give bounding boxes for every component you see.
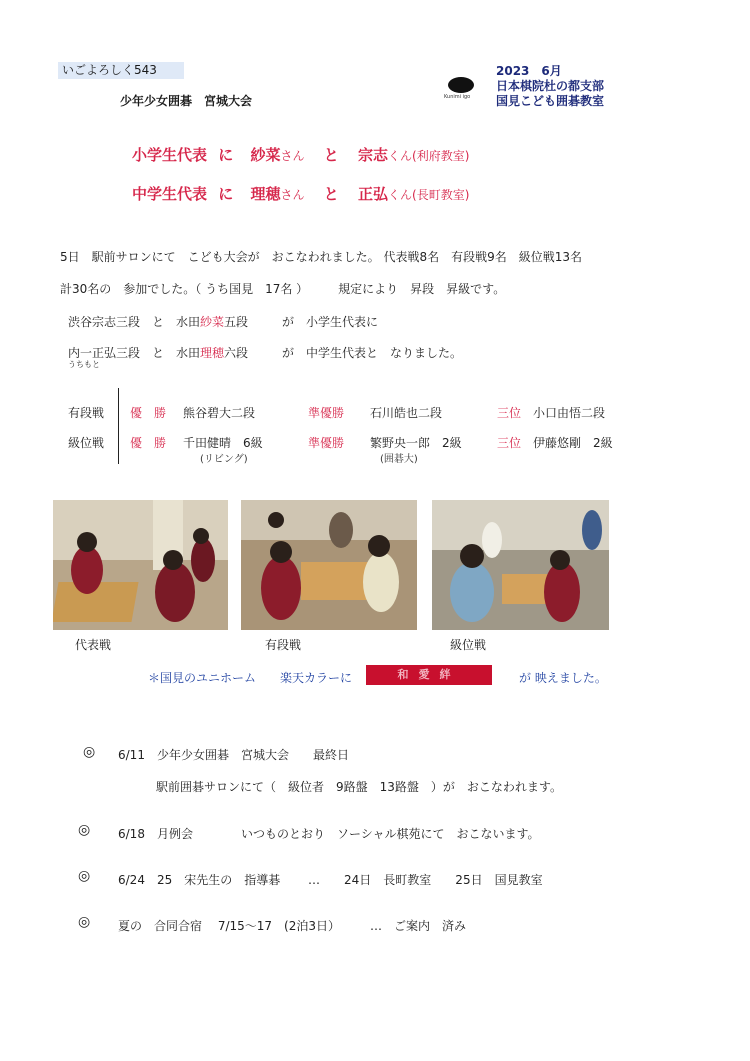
results-divider — [118, 388, 119, 464]
photo-caption: 有段戦 — [265, 638, 302, 652]
bullet-icon: ◎ — [78, 914, 91, 930]
schedule-item: 夏の 合同合宿 7/15～17 (2泊3日） … ご案内 済み — [118, 919, 466, 933]
highlight-name: 理穂 — [200, 346, 225, 360]
photo-kyu-match — [432, 500, 609, 630]
uniform-kanji-banner: 和愛絆 — [366, 665, 492, 685]
result-place-label: 三位 — [497, 436, 522, 450]
bullet-icon: ◎ — [78, 822, 91, 838]
rep-name: 正弘 — [358, 185, 389, 203]
rep-school: (利府教室) — [412, 149, 470, 163]
highlight-name: 紗菜 — [200, 315, 225, 329]
photo-caption: 級位戦 — [450, 638, 487, 652]
player-affiliation: (リビング) — [200, 454, 248, 465]
result-player: 小口由悟二段 — [533, 406, 606, 420]
result-place-label: 優 勝 — [130, 406, 167, 420]
result-player: 熊谷碧大二段 — [183, 406, 256, 420]
rep-name: 宗志 — [358, 146, 389, 164]
result-place-label: 優 勝 — [130, 436, 167, 450]
schedule-item: 6/11 少年少女囲碁 宮城大会 最終日 — [118, 748, 349, 762]
rep-school: (長町教室) — [412, 188, 470, 202]
photo-dan-match — [241, 500, 417, 630]
text-segment: 渋谷宗志三段 と 水田 — [68, 315, 201, 329]
text-segment: が 中学生代表と なりました。 — [282, 346, 463, 360]
result-category: 有段戦 — [68, 406, 105, 420]
result-place-label: 三位 — [497, 406, 522, 420]
rep-honorific: さん — [280, 188, 305, 202]
rep-particle: に — [218, 185, 234, 203]
uniform-note-end: が 映えました。 — [519, 671, 607, 685]
text-segment: が 小学生代表に — [282, 315, 379, 329]
logo-text: Kunimi igo — [444, 94, 471, 100]
result-player: 千田健晴 6級 — [183, 436, 263, 450]
report-line-3 — [68, 313, 378, 330]
report-line-2: 計30名の 参加でした。（ うち国見 17名 ） 規定により 昇段 昇級です。 — [60, 282, 506, 296]
rep-label: 中学生代表 — [132, 185, 208, 203]
rep-name: 理穂 — [250, 185, 281, 203]
rep-name: 紗菜 — [250, 146, 281, 164]
org-name: 日本棋院杜の都支部 — [496, 79, 605, 93]
player-affiliation: (囲碁大) — [380, 454, 418, 465]
event-subtitle: 少年少女囲碁 宮城大会 — [120, 94, 253, 108]
uniform-note: ＊国見のユニホーム 楽天カラーに — [148, 671, 353, 685]
result-place-label: 準優勝 — [308, 436, 345, 450]
result-player: 伊藤悠剛 2級 — [533, 436, 613, 450]
report-line-1: 5日 駅前サロンにて こども大会が おこなわれました。 代表戦8名 有段戦9名 級位戦13名 — [60, 250, 582, 264]
schedule-detail: 駅前囲碁サロンにて（ 級位者 9路盤 13路盤 ）が おこなわれます。 — [156, 780, 562, 794]
schedule-item: 6/24 25 宋先生の 指導碁 … 24日 長町教室 25日 国見教室 — [118, 873, 543, 887]
rep-conjunction: と — [323, 146, 339, 164]
issue-date: 2023 6月 — [496, 64, 562, 78]
junior-high-rep-line — [132, 183, 469, 204]
text-segment: 六段 — [224, 346, 249, 360]
elementary-rep-line — [132, 144, 469, 165]
club-logo — [444, 74, 480, 104]
photo-representative-match — [53, 500, 228, 630]
rep-honorific: くん — [388, 149, 413, 163]
bullet-icon: ◎ — [78, 868, 91, 884]
result-place-label: 準優勝 — [308, 406, 345, 420]
bullet-icon: ◎ — [83, 744, 96, 760]
photo-caption: 代表戦 — [75, 638, 112, 652]
rep-honorific: くん — [388, 188, 413, 202]
rep-label: 小学生代表 — [132, 146, 208, 164]
newsletter-tag: いごよろしく543 — [58, 62, 184, 79]
rep-honorific: さん — [280, 149, 305, 163]
rep-particle: に — [218, 146, 234, 164]
text-segment: 五段 — [224, 315, 249, 329]
result-player: 石川皓也二段 — [370, 406, 443, 420]
text-segment: 内一正弘三段 と 水田 — [68, 346, 201, 360]
go-stone-icon — [448, 77, 474, 93]
report-line-4 — [68, 344, 462, 361]
schedule-item: 6/18 月例会 いつものとおり ソーシャル棋苑にて おこないます。 — [118, 827, 540, 841]
rep-conjunction: と — [323, 185, 339, 203]
result-category: 級位戦 — [68, 436, 105, 450]
furigana-note: うちもと — [68, 360, 100, 369]
result-player: 繁野央一郎 2級 — [370, 436, 462, 450]
classroom-name: 国見こども囲碁教室 — [496, 94, 605, 108]
